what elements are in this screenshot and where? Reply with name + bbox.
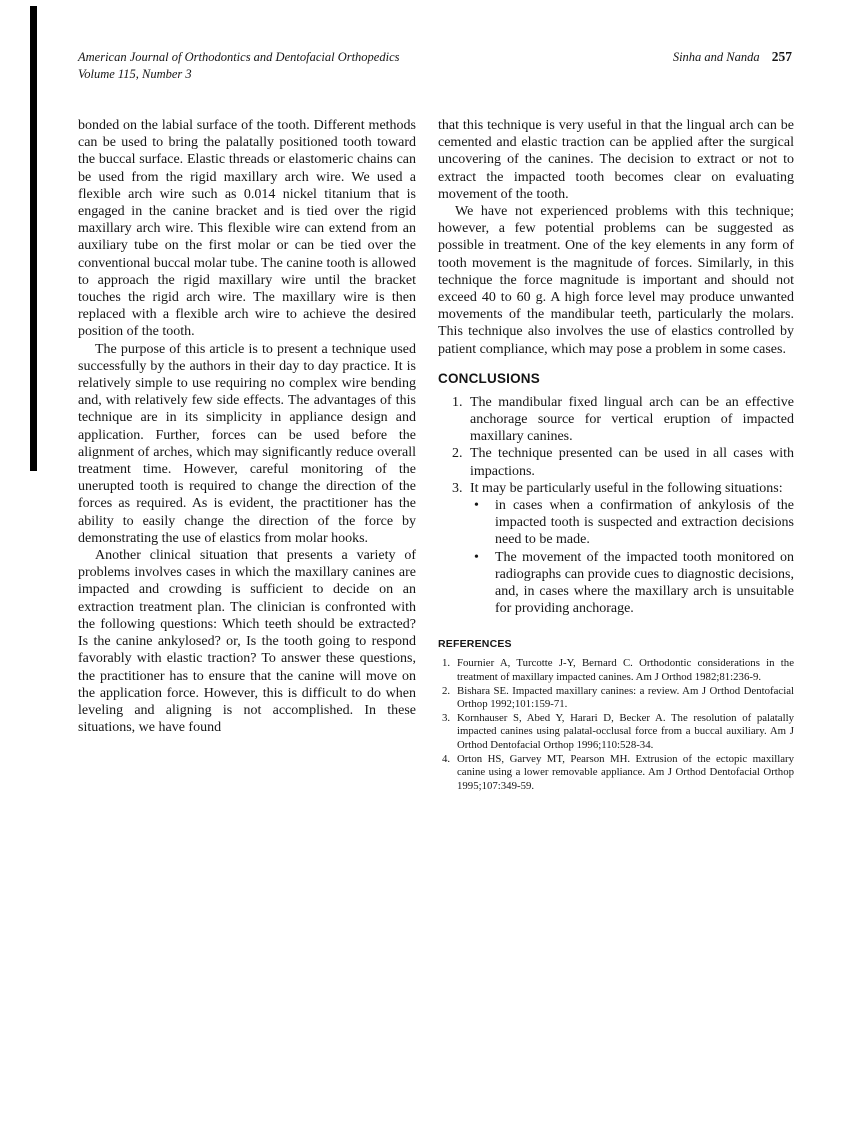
- list-sub-item-text: The movement of the impacted tooth monitored on radiographs can provide cues to diagnostic decisions, and, in cases where the maxillary arch is unsuitable for providing anchorage.: [495, 549, 794, 617]
- reference-item: [438, 712, 794, 753]
- list-item: [438, 394, 794, 446]
- references-heading: REFERENCES: [438, 638, 512, 651]
- reference-number: 2.: [442, 684, 451, 697]
- paragraph: The purpose of this article is to present a technique used successfully by the authors in their day to day practice. It is relatively simple to use requiring no complex wire bending and, with relatively few side effects. The advantages of this technique are in its simplicity in appliance design and application. Further, forces can be used before the alignment of arches, which may significantly reduce overall treatment time. However, careful monitoring of the unerupted tooth is required to change the direction of the forces as required. As is evident, the practitioner has the ability to easily change the direction of the force by demonstrating the use of elastics from molar hooks.: [78, 341, 416, 546]
- reference-number: 4.: [442, 752, 451, 765]
- paragraph: Another clinical situation that presents a variety of problems involves cases in which the maxillary canines are impacted and crowding is sufficient to decide on an extraction treatment plan. The clinician is confronted with the following questions: Which teeth should be extracted? Is the canine ankylosed? or, Is the tooth going to respond favorably with elastic traction? To answer these questions, the practitioner has to ensure that the canine will move on the application force. However, this is difficult to do when leveling and aligning is not accomplished. In these situations, we have found: [78, 548, 416, 736]
- conclusions-heading: CONCLUSIONS: [438, 370, 540, 386]
- page-header: [78, 49, 792, 82]
- list-item-text: The mandibular fixed lingual arch can be an effective anchorage source for vertical eruption of impacted maxillary canines.: [470, 394, 794, 445]
- list-item: [438, 445, 794, 479]
- reference-item: [438, 657, 794, 684]
- list-sub-item-text: in cases when a confirmation of ankylosis of the impacted tooth is suspected and extraction decisions need to be made.: [495, 498, 794, 548]
- reference-item: [438, 685, 794, 712]
- reference-text: Fournier A, Turcotte J-Y, Bernard C. Orthodontic considerations in the treatment of maxillary impacted canines. Am J Orthod 1982;81:236-9.: [457, 657, 794, 684]
- reference-number: 1.: [442, 657, 451, 670]
- paragraph: that this technique is very useful in that the lingual arch can be cemented and elastic traction can be applied after the surgical uncovering of the canines. The decision to extract or not to extract the impacted tooth becomes clear on evaluating movement of the tooth.: [438, 118, 794, 202]
- bullet-icon: •: [474, 498, 479, 514]
- list-item: [438, 480, 794, 497]
- references-list: [438, 657, 794, 793]
- list-item-number: 2.: [452, 446, 463, 462]
- running-head: [673, 49, 792, 65]
- reference-number: 3.: [442, 711, 451, 724]
- paragraph: bonded on the labial surface of the tooth. Different methods can be used to bring the palatally positioned tooth toward the buccal surface. Elastic threads or elastomeric chains can be used from the rigid maxillary arch wire. We used a flexible arch wire such as 0.014 nickel titanium that is engaged in the canine bracket and is tied over the rigid maxillary arch wire. This flexible wire can extend from an auxiliary tube on the first molar or can be tied over the conventional buccal molar tube. The canine tooth is allowed to approach the rigid maxillary wire until the bracket touches the rigid arch wire. The maxillary wire is then replaced with a flexible arch wire to achieve the desired position of the tooth.: [78, 118, 416, 340]
- right-column: [438, 117, 794, 793]
- reference-item: [438, 753, 794, 794]
- left-column: [78, 117, 416, 793]
- conclusions-list: [438, 394, 794, 618]
- list-item-text: The technique presented can be used in all cases with impactions.: [470, 446, 794, 479]
- journal-title: American Journal of Orthodontics and Dentofacial Orthopedics: [78, 50, 400, 64]
- reference-text: Bishara SE. Impacted maxillary canines: a review. Am J Orthod Dentofacial Orthop 1992;101:159-71.: [457, 684, 794, 711]
- journal-volume: Volume 115, Number 3: [78, 66, 192, 81]
- page-number: 257: [771, 49, 792, 64]
- list-item-number: 3.: [452, 480, 463, 496]
- reference-text: Kornhauser S, Abed Y, Harari D, Becker A. The resolution of palatally impacted canines using palatal-occlusal force from a buccal auxiliary. Am J Orthod Dentofacial Orthop 1996;110:528-34.: [457, 711, 794, 752]
- journal-masthead: [78, 49, 400, 82]
- list-item-number: 1.: [452, 394, 463, 410]
- running-authors: Sinha and Nanda: [672, 50, 760, 64]
- reference-text: Orton HS, Garvey MT, Pearson MH. Extrusion of the ectopic maxillary canine using a lower removable appliance. Am J Orthod Dentofacial Orthop 1995;107:349-59.: [457, 752, 794, 792]
- list-item-text: It may be particularly useful in the following situations:: [470, 480, 783, 496]
- list-sub-item: [438, 549, 794, 618]
- scan-artifact-bar: [30, 6, 37, 471]
- bullet-icon: •: [474, 549, 479, 565]
- article-body: [78, 117, 794, 793]
- paragraph: We have not experienced problems with this technique; however, a few potential problems can be suggested as possible in treatment. One of the key elements in any form of tooth movement is the magnitude of forces. Similarly, in this technique the force magnitude is important and should not exceed 40 to 60 g. A high force level may produce unwanted movements of the mandibular teeth, particularly the molars. This technique also involves the use of elastics controlled by patient compliance, which may pose a problem in some cases.: [438, 204, 794, 357]
- list-sub-item: [438, 497, 794, 549]
